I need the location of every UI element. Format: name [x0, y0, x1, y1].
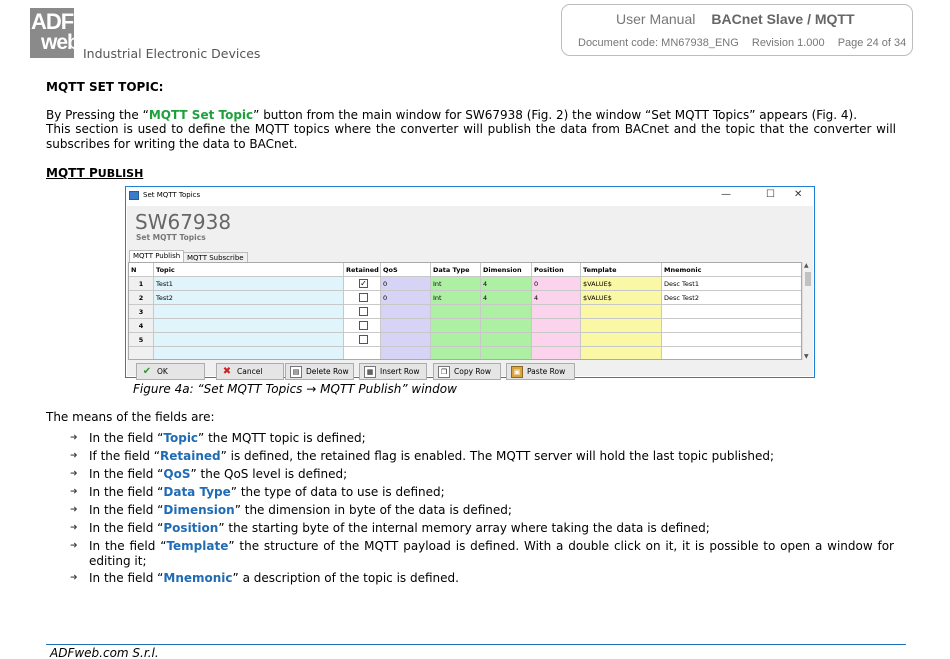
cell-template[interactable]	[581, 305, 662, 319]
col-header-retained: Retained	[344, 263, 381, 277]
logo-text-adf: ADF	[31, 9, 74, 34]
filler-cell	[129, 347, 154, 360]
logo-text-web: web	[41, 31, 79, 54]
cell-topic[interactable]: Test2	[154, 291, 344, 305]
retained-checkbox[interactable]	[359, 293, 368, 302]
filler-cell	[581, 347, 662, 360]
col-header-data-type: Data Type	[431, 263, 481, 277]
cell-n: 1	[129, 277, 154, 291]
table-row	[129, 305, 802, 319]
col-header-dimension: Dimension	[481, 263, 532, 277]
maximize-icon[interactable]: ☐	[766, 189, 775, 200]
col-header-qos: QoS	[381, 263, 431, 277]
field-description-item: ➜ In the field “Topic” the MQTT topic is defined;	[70, 431, 366, 445]
cell-topic[interactable]	[154, 333, 344, 347]
cell-position[interactable]	[532, 305, 581, 319]
cell-topic[interactable]: Test1	[154, 277, 344, 291]
cell-mnemonic[interactable]	[662, 333, 802, 347]
cell-data-type[interactable]: Int	[431, 291, 481, 305]
col-header-position: Position	[532, 263, 581, 277]
cell-template[interactable]: $VALUE$	[581, 291, 662, 305]
filler-cell	[154, 347, 344, 360]
footer-divider	[46, 644, 906, 645]
delete-row-button[interactable]: ▤ Delete Row	[285, 363, 354, 380]
copy-row-button[interactable]: ❐ Copy Row	[433, 363, 501, 380]
window-subtitle: Set MQTT Topics	[136, 233, 206, 242]
field-description-item: ➜ In the field “Position” the starting byte of the internal memory array where taking the data is defined;	[70, 521, 710, 535]
cell-data-type[interactable]: Int	[431, 277, 481, 291]
tab-mqtt-publish[interactable]: MQTT Publish	[129, 250, 184, 262]
retained-checkbox[interactable]: ✓	[360, 279, 367, 288]
table-row	[129, 319, 802, 333]
checkmark-icon: ✔	[142, 366, 152, 377]
page-number: Page 24 of 34	[837, 37, 907, 49]
scroll-up-icon[interactable]: ▲	[804, 262, 809, 269]
cell-template[interactable]	[581, 333, 662, 347]
cell-mnemonic[interactable]	[662, 305, 802, 319]
filler-cell	[431, 347, 481, 360]
manual-title: BACnet Slave / MQTT	[711, 11, 855, 27]
cell-data-type[interactable]	[431, 305, 481, 319]
col-header-topic: Topic	[154, 263, 344, 277]
cell-dimension[interactable]	[481, 305, 532, 319]
field-description-item: ➜ If the field “Retained” is defined, the retained flag is enabled. The MQTT server will hold the last topic published;	[70, 449, 775, 463]
field-name: QoS	[163, 467, 191, 481]
cell-dimension[interactable]	[481, 333, 532, 347]
field-name: Topic	[163, 431, 199, 445]
subheading-mqtt-publish: MQTT PUBLISH	[46, 166, 144, 180]
col-header-template: Template	[581, 263, 662, 277]
col-header-n: N	[129, 263, 154, 277]
field-description-item: ➜ In the field “Template” the structure of the MQTT payload is defined. With a double click on it, it is possible to open a window for editing it;	[70, 539, 894, 568]
minimize-icon[interactable]: —	[721, 189, 731, 200]
bullet-arrow-icon: ➜	[70, 469, 78, 479]
table-row-filler	[129, 347, 802, 360]
cell-position[interactable]	[532, 319, 581, 333]
scroll-down-icon[interactable]: ▼	[804, 353, 809, 360]
cell-mnemonic[interactable]	[662, 319, 802, 333]
filler-cell	[344, 347, 381, 360]
retained-checkbox[interactable]	[359, 321, 368, 330]
cell-qos[interactable]: 0	[381, 291, 431, 305]
cross-icon: ✖	[222, 366, 232, 377]
figure-caption: Figure 4a: “Set MQTT Topics → MQTT Publish” window	[133, 382, 457, 396]
topics-table	[128, 262, 802, 360]
app-icon	[129, 191, 139, 200]
close-icon[interactable]: ✕	[794, 189, 803, 200]
cell-dimension[interactable]: 4	[481, 291, 532, 305]
bullet-arrow-icon: ➜	[70, 523, 78, 533]
mqtt-set-topic-reference: MQTT Set Topic	[148, 108, 254, 122]
field-name: Mnemonic	[163, 571, 233, 585]
cell-n: 4	[129, 319, 154, 333]
field-name: Template	[166, 539, 229, 553]
bullet-arrow-icon: ➜	[70, 573, 78, 583]
window-title: Set MQTT Topics	[143, 191, 201, 199]
bullet-arrow-icon: ➜	[70, 451, 78, 461]
cancel-button[interactable]: ✖ Cancel	[216, 363, 284, 380]
retained-checkbox[interactable]	[359, 307, 368, 316]
paste-row-button[interactable]: ▣ Paste Row	[506, 363, 575, 380]
field-name: Position	[163, 521, 219, 535]
paste-icon: ▣	[511, 366, 523, 378]
field-name: Dimension	[163, 503, 235, 517]
cell-n: 3	[129, 305, 154, 319]
filler-cell	[662, 347, 802, 360]
insert-row-icon: ▦	[364, 366, 376, 378]
cell-retained	[344, 319, 381, 333]
col-header-mnemonic: Mnemonic	[662, 263, 802, 277]
window-body	[127, 206, 813, 376]
fields-intro: The means of the fields are:	[46, 410, 215, 424]
cell-retained	[344, 291, 381, 305]
filler-cell	[481, 347, 532, 360]
section-title: MQTT SET TOPIC:	[46, 80, 164, 94]
bullet-arrow-icon: ➜	[70, 433, 78, 443]
table-scrollbar[interactable]	[802, 262, 812, 360]
cell-position[interactable]: 0	[532, 277, 581, 291]
cell-retained	[344, 277, 381, 291]
cell-data-type[interactable]	[431, 333, 481, 347]
cell-position[interactable]: 4	[532, 291, 581, 305]
cell-dimension[interactable]: 4	[481, 277, 532, 291]
cell-mnemonic[interactable]: Desc Test1	[662, 277, 802, 291]
cell-qos[interactable]	[381, 305, 431, 319]
scroll-thumb[interactable]	[805, 272, 811, 286]
cell-n: 2	[129, 291, 154, 305]
table-row	[129, 277, 802, 291]
document-header-box	[561, 4, 913, 56]
cell-position[interactable]	[532, 333, 581, 347]
cell-topic[interactable]	[154, 319, 344, 333]
intro-paragraph-2: This section is used to define the MQTT topics where the converter will publish the data from BACnet and the topic that the converter will subscribes for writing the data to BACnet.	[46, 122, 896, 151]
bullet-arrow-icon: ➜	[70, 541, 78, 551]
cell-retained	[344, 305, 381, 319]
field-description-item: ➜ In the field “Data Type” the type of data to use is defined;	[70, 485, 445, 499]
cell-template[interactable]	[581, 319, 662, 333]
cell-data-type[interactable]	[431, 319, 481, 333]
cell-qos[interactable]	[381, 333, 431, 347]
field-description-item: ➜ In the field “Dimension” the dimension in byte of the data is defined;	[70, 503, 512, 517]
footer-company: ADFweb.com S.r.l.	[50, 646, 159, 659]
cell-retained	[344, 333, 381, 347]
company-tagline: Industrial Electronic Devices	[83, 46, 261, 61]
cell-template[interactable]: $VALUE$	[581, 277, 662, 291]
filler-cell	[381, 347, 431, 360]
ok-button[interactable]: ✔ OK	[136, 363, 205, 380]
field-description-item: ➜ In the field “Mnemonic” a description of the topic is defined.	[70, 571, 459, 585]
filler-cell	[532, 347, 581, 360]
field-name: Retained	[160, 449, 221, 463]
bullet-arrow-icon: ➜	[70, 505, 78, 515]
copy-icon: ❐	[438, 366, 450, 378]
adfweb-logo	[30, 8, 79, 58]
manual-label: User Manual	[616, 11, 696, 27]
cell-qos[interactable]	[381, 319, 431, 333]
intro-paragraph-1: By Pressing the “MQTT Set Topic” button from the main window for SW67938 (Fig. 2) the window “Set MQTT Topics” appears (Fig. 4).	[46, 108, 858, 122]
window-titlebar	[126, 187, 814, 206]
app-name: SW67938	[135, 210, 232, 234]
cell-mnemonic[interactable]: Desc Test2	[662, 291, 802, 305]
bullet-arrow-icon: ➜	[70, 487, 78, 497]
table-header-row	[129, 263, 802, 277]
retained-checkbox[interactable]	[359, 335, 368, 344]
table-row	[129, 333, 802, 347]
field-name: Data Type	[163, 485, 231, 499]
revision: Revision 1.000	[751, 37, 825, 49]
field-description-item: ➜ In the field “QoS” the QoS level is defined;	[70, 467, 348, 481]
delete-row-icon: ▤	[290, 366, 302, 378]
cell-n: 5	[129, 333, 154, 347]
document-code: Document code: MN67938_ENG	[578, 37, 739, 49]
set-mqtt-topics-window	[125, 186, 815, 378]
insert-row-button[interactable]: ▦ Insert Row	[359, 363, 427, 380]
tab-mqtt-subscribe[interactable]: MQTT Subscribe	[183, 252, 248, 262]
table-row	[129, 291, 802, 305]
cell-qos[interactable]: 0	[381, 277, 431, 291]
cell-dimension[interactable]	[481, 319, 532, 333]
cell-topic[interactable]	[154, 305, 344, 319]
